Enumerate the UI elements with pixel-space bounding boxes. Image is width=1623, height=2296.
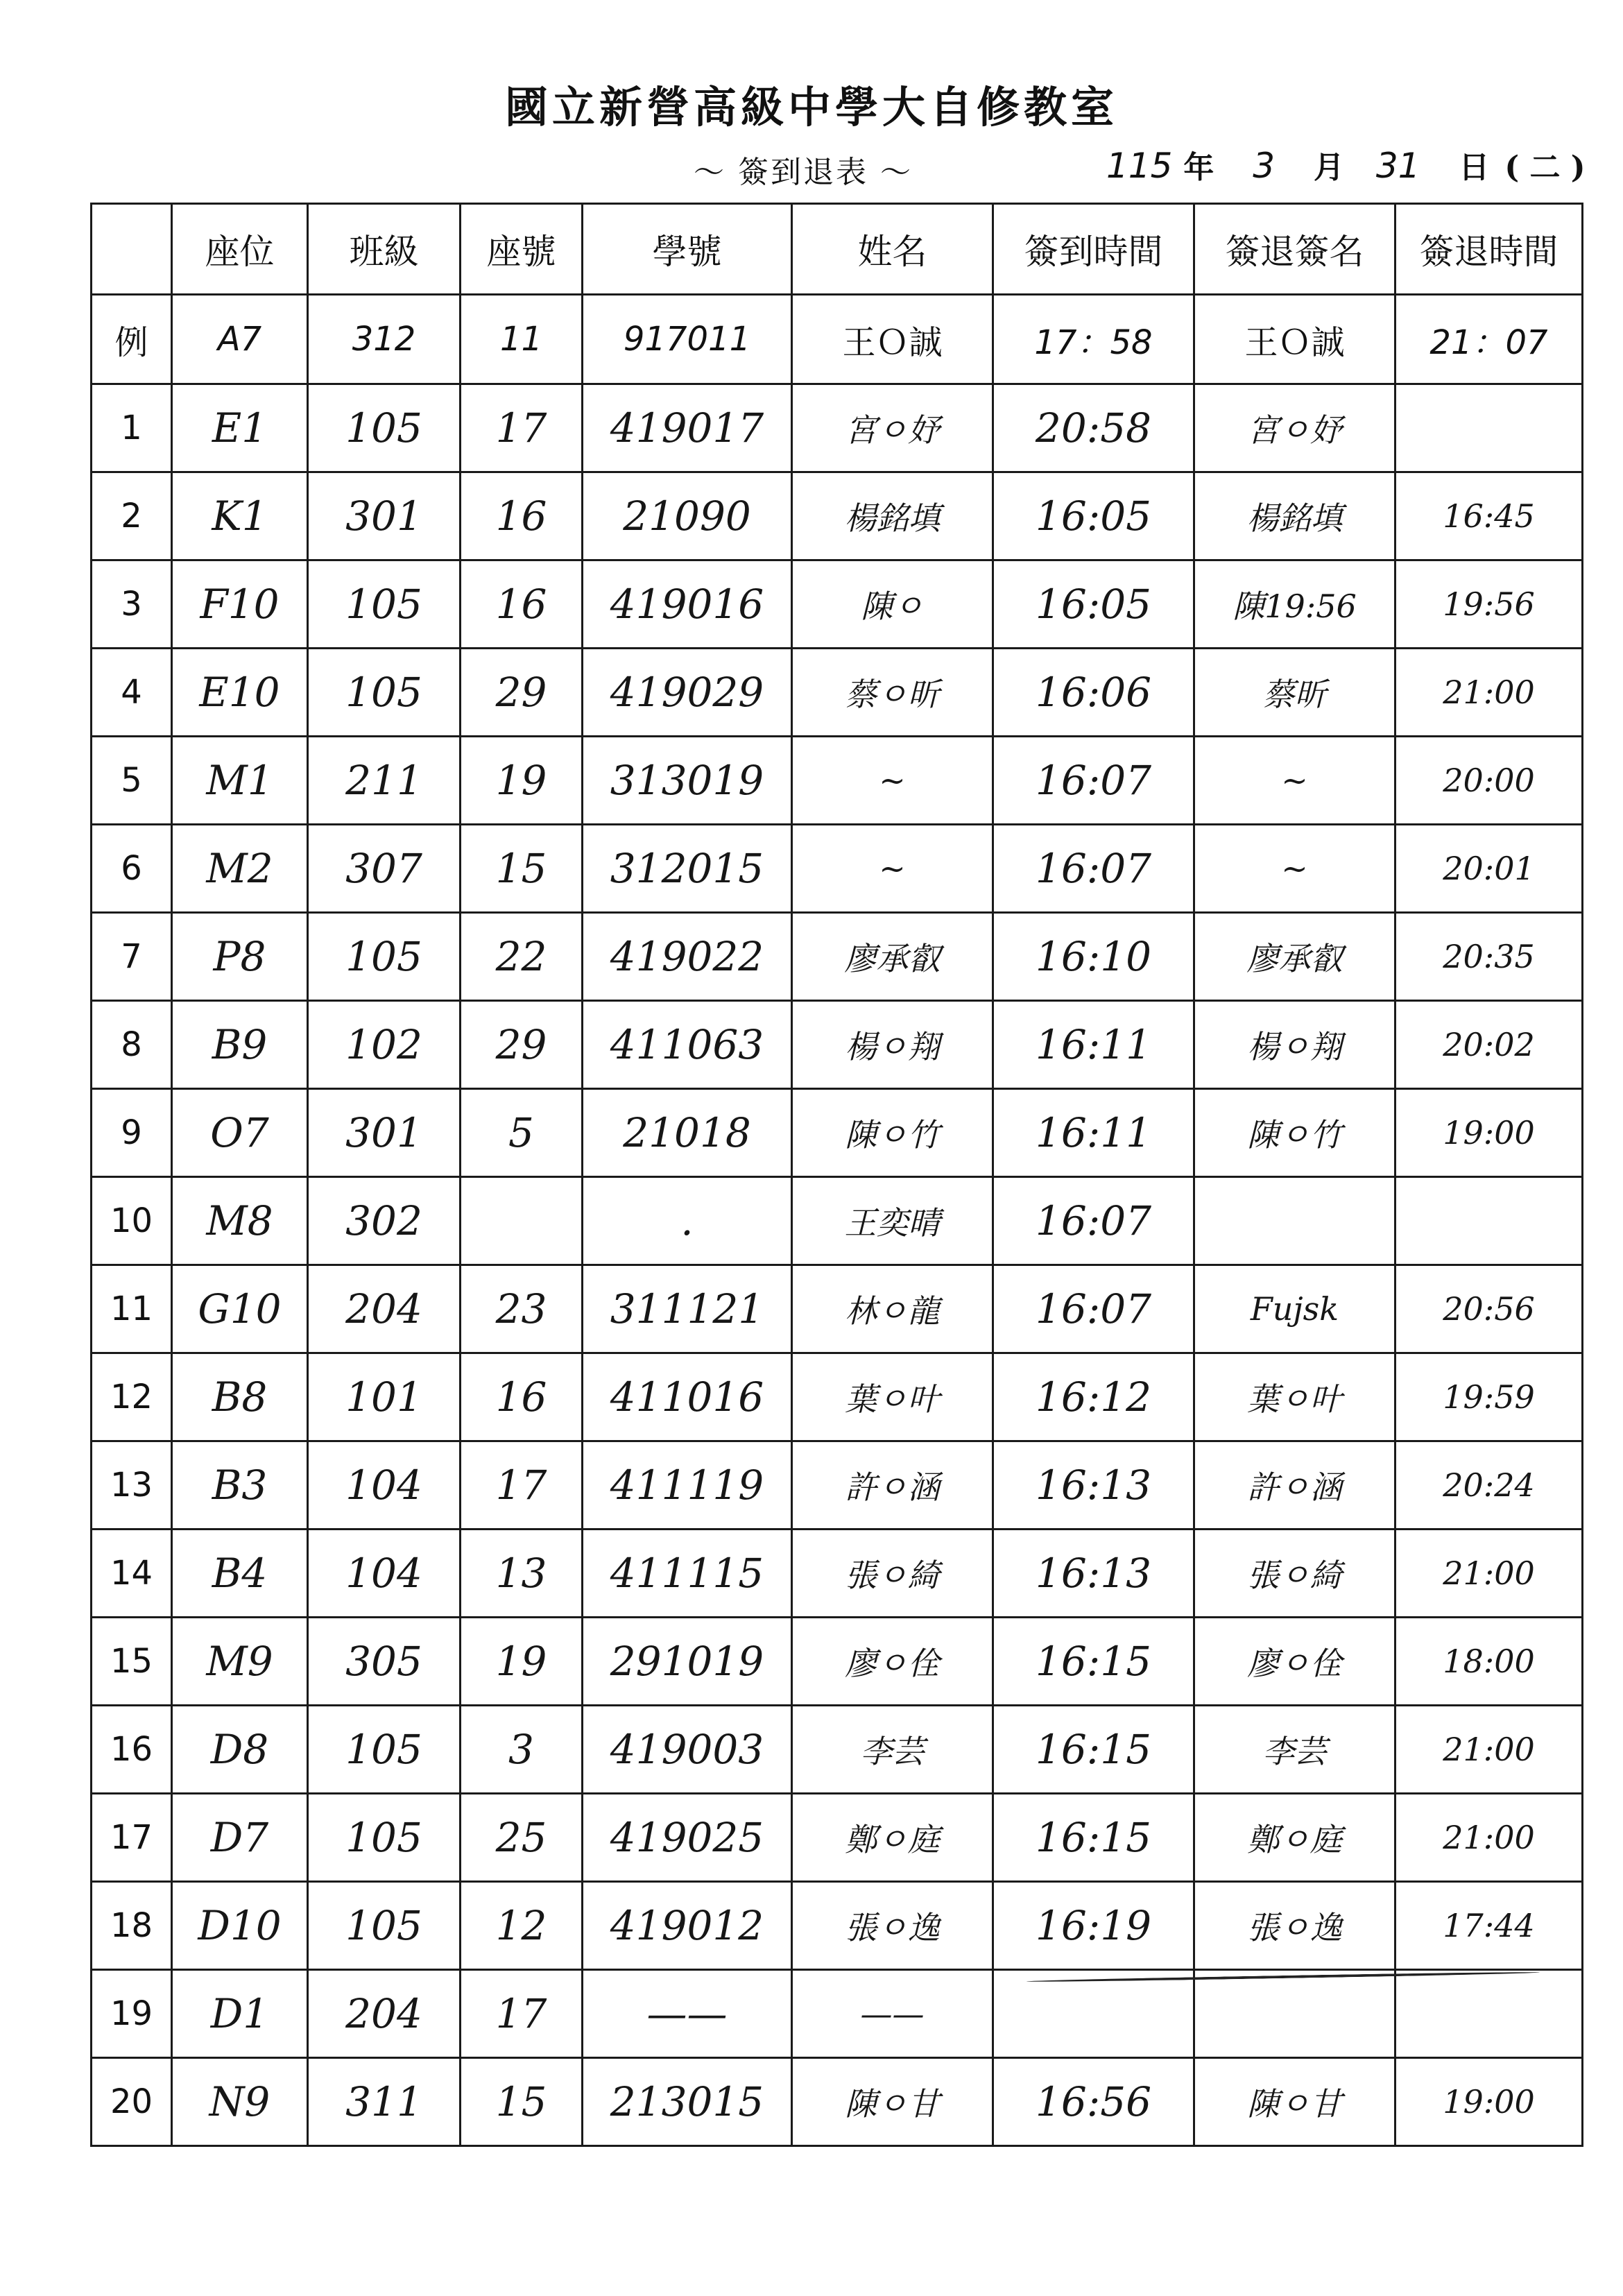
date-line bbox=[1106, 142, 1586, 187]
sign-in-time-cell: 16:15 bbox=[993, 1794, 1194, 1882]
student-id-cell: 419017 bbox=[583, 384, 792, 472]
student-id-cell: 411016 bbox=[583, 1353, 792, 1441]
sign-out-time-cell: 21:00 bbox=[1396, 1530, 1583, 1618]
row-number: 18 bbox=[92, 1882, 172, 1970]
seat-no-cell: 15 bbox=[461, 2058, 583, 2146]
name-cell: 鄭ㅇ庭 bbox=[792, 1794, 993, 1882]
class-cell: 204 bbox=[308, 1265, 461, 1353]
table-row bbox=[92, 1618, 1583, 1706]
seat-no-cell: 29 bbox=[461, 1001, 583, 1089]
col-header-student-id: 學號 bbox=[583, 204, 792, 295]
student-id-cell: 411063 bbox=[583, 1001, 792, 1089]
seat-no-cell: 17 bbox=[461, 384, 583, 472]
example-class: 312 bbox=[308, 295, 461, 384]
table-row bbox=[92, 737, 1583, 825]
student-id-cell: 21090 bbox=[583, 472, 792, 560]
table-row bbox=[92, 1353, 1583, 1441]
seat-no-cell: 29 bbox=[461, 649, 583, 737]
seat-cell: M2 bbox=[172, 825, 308, 913]
sign-in-time-cell: 16:13 bbox=[993, 1441, 1194, 1530]
sign-in-time-cell: 20:58 bbox=[993, 384, 1194, 472]
class-cell: 305 bbox=[308, 1618, 461, 1706]
seat-cell: B9 bbox=[172, 1001, 308, 1089]
class-cell: 211 bbox=[308, 737, 461, 825]
student-id-cell: 419029 bbox=[583, 649, 792, 737]
name-cell: 廖承叡 bbox=[792, 913, 993, 1001]
seat-no-cell: 16 bbox=[461, 472, 583, 560]
row-number: 19 bbox=[92, 1970, 172, 2058]
sign-in-time-cell bbox=[993, 1970, 1194, 2058]
name-cell: 許ㅇ涵 bbox=[792, 1441, 993, 1530]
name-cell: 葉ㅇ叶 bbox=[792, 1353, 993, 1441]
seat-cell: B3 bbox=[172, 1441, 308, 1530]
date-year: 115 bbox=[1106, 146, 1173, 186]
seat-cell: M8 bbox=[172, 1177, 308, 1265]
name-cell: 王奕晴 bbox=[792, 1177, 993, 1265]
page-subtitle: ～ 簽到退表 ～ bbox=[694, 155, 913, 190]
seat-cell: M1 bbox=[172, 737, 308, 825]
class-cell: 105 bbox=[308, 1794, 461, 1882]
table-row bbox=[92, 1441, 1583, 1530]
sign-in-table bbox=[90, 203, 1583, 2147]
name-cell: 宮ㅇ妤 bbox=[792, 384, 993, 472]
sign-out-time-cell: 21:00 bbox=[1396, 1794, 1583, 1882]
student-id-cell: 419003 bbox=[583, 1706, 792, 1794]
table-row bbox=[92, 649, 1583, 737]
example-sign-in: 17：58 bbox=[993, 295, 1194, 384]
sign-out-time-cell: 20:01 bbox=[1396, 825, 1583, 913]
example-seat: A7 bbox=[172, 295, 308, 384]
class-cell: 311 bbox=[308, 2058, 461, 2146]
seat-cell: P8 bbox=[172, 913, 308, 1001]
header-row bbox=[92, 204, 1583, 295]
student-id-cell: 419022 bbox=[583, 913, 792, 1001]
table-row bbox=[92, 1882, 1583, 1970]
sign-in-time-cell: 16:07 bbox=[993, 1265, 1194, 1353]
sign-out-time-cell: 18:00 bbox=[1396, 1618, 1583, 1706]
sign-out-name-cell bbox=[1194, 1177, 1396, 1265]
row-number: 1 bbox=[92, 384, 172, 472]
sign-in-time-cell: 16:13 bbox=[993, 1530, 1194, 1618]
date-month-unit: 月 bbox=[1313, 150, 1344, 185]
date-month: 3 bbox=[1253, 146, 1276, 186]
sign-in-time-cell: 16:07 bbox=[993, 737, 1194, 825]
class-cell: 204 bbox=[308, 1970, 461, 2058]
seat-no-cell: 17 bbox=[461, 1441, 583, 1530]
table-row bbox=[92, 913, 1583, 1001]
seat-cell: K1 bbox=[172, 472, 308, 560]
row-number: 11 bbox=[92, 1265, 172, 1353]
table-row bbox=[92, 1530, 1583, 1618]
sign-in-time-cell: 16:10 bbox=[993, 913, 1194, 1001]
sign-out-time-cell: 20:00 bbox=[1396, 737, 1583, 825]
sign-out-name-cell: 許ㅇ涵 bbox=[1194, 1441, 1396, 1530]
example-name: 王Ｏ誠 bbox=[792, 295, 993, 384]
row-number: 17 bbox=[92, 1794, 172, 1882]
seat-cell: D1 bbox=[172, 1970, 308, 2058]
student-id-cell: 419012 bbox=[583, 1882, 792, 1970]
row-number: 13 bbox=[92, 1441, 172, 1530]
col-header-sign-in-time: 簽到時間 bbox=[993, 204, 1194, 295]
sign-out-name-cell: 張ㅇ綺 bbox=[1194, 1530, 1396, 1618]
col-header-class: 班級 bbox=[308, 204, 461, 295]
class-cell: 302 bbox=[308, 1177, 461, 1265]
class-cell: 104 bbox=[308, 1530, 461, 1618]
sign-out-time-cell: 16:45 bbox=[1396, 472, 1583, 560]
col-header-name: 姓名 bbox=[792, 204, 993, 295]
name-cell: 陳ㅇ甘 bbox=[792, 2058, 993, 2146]
seat-cell: G10 bbox=[172, 1265, 308, 1353]
name-cell: ~ bbox=[792, 825, 993, 913]
name-cell: 廖ㅇ佺 bbox=[792, 1618, 993, 1706]
table-row bbox=[92, 560, 1583, 649]
seat-no-cell: 19 bbox=[461, 737, 583, 825]
sign-out-name-cell: 葉ㅇ叶 bbox=[1194, 1353, 1396, 1441]
student-id-cell: 312015 bbox=[583, 825, 792, 913]
sign-in-time-cell: 16:05 bbox=[993, 472, 1194, 560]
table-row bbox=[92, 1794, 1583, 1882]
name-cell: 林ㅇ龍 bbox=[792, 1265, 993, 1353]
date-year-unit: 年 bbox=[1183, 150, 1214, 185]
row-number: 9 bbox=[92, 1089, 172, 1177]
class-cell: 105 bbox=[308, 1882, 461, 1970]
sign-out-name-cell: 張ㅇ逸 bbox=[1194, 1882, 1396, 1970]
seat-cell: E10 bbox=[172, 649, 308, 737]
sign-out-name-cell: 鄭ㅇ庭 bbox=[1194, 1794, 1396, 1882]
sign-in-time-cell: 16:06 bbox=[993, 649, 1194, 737]
class-cell: 102 bbox=[308, 1001, 461, 1089]
table-row bbox=[92, 384, 1583, 472]
name-cell: 李芸 bbox=[792, 1706, 993, 1794]
seat-cell: E1 bbox=[172, 384, 308, 472]
example-row bbox=[92, 295, 1583, 384]
example-sign-out-name: 王Ｏ誠 bbox=[1194, 295, 1396, 384]
seat-cell: D7 bbox=[172, 1794, 308, 1882]
seat-no-cell bbox=[461, 1177, 583, 1265]
sign-in-time-cell: 16:19 bbox=[993, 1882, 1194, 1970]
sign-in-time-cell: 16:07 bbox=[993, 1177, 1194, 1265]
name-cell: 楊銘填 bbox=[792, 472, 993, 560]
row-number: 12 bbox=[92, 1353, 172, 1441]
seat-no-cell: 3 bbox=[461, 1706, 583, 1794]
table-row bbox=[92, 1177, 1583, 1265]
sign-out-name-cell: ~ bbox=[1194, 825, 1396, 913]
date-weekday: ( 二 ) bbox=[1504, 150, 1586, 185]
seat-cell: M9 bbox=[172, 1618, 308, 1706]
sign-out-time-cell: 17:44 bbox=[1396, 1882, 1583, 1970]
example-label: 例 bbox=[92, 295, 172, 384]
seat-cell: N9 bbox=[172, 2058, 308, 2146]
name-cell: —— bbox=[792, 1970, 993, 2058]
seat-no-cell: 5 bbox=[461, 1089, 583, 1177]
example-sign-out-time: 21：07 bbox=[1396, 295, 1583, 384]
name-cell: 陳ㅇ竹 bbox=[792, 1089, 993, 1177]
seat-no-cell: 17 bbox=[461, 1970, 583, 2058]
sign-in-time-cell: 16:15 bbox=[993, 1618, 1194, 1706]
row-number: 4 bbox=[92, 649, 172, 737]
name-cell: 張ㅇ綺 bbox=[792, 1530, 993, 1618]
row-number: 6 bbox=[92, 825, 172, 913]
sign-out-name-cell: 李芸 bbox=[1194, 1706, 1396, 1794]
seat-cell: B8 bbox=[172, 1353, 308, 1441]
sign-out-time-cell: 19:59 bbox=[1396, 1353, 1583, 1441]
sign-in-time-cell: 16:15 bbox=[993, 1706, 1194, 1794]
sign-out-time-cell: 20:56 bbox=[1396, 1265, 1583, 1353]
row-number: 10 bbox=[92, 1177, 172, 1265]
table-row bbox=[92, 1970, 1583, 2058]
date-day-unit: 日 bbox=[1459, 150, 1490, 185]
col-header-sign-out-time: 簽退時間 bbox=[1396, 204, 1583, 295]
class-cell: 307 bbox=[308, 825, 461, 913]
student-id-cell: 411115 bbox=[583, 1530, 792, 1618]
sign-out-name-cell: 宮ㅇ妤 bbox=[1194, 384, 1396, 472]
row-number: 16 bbox=[92, 1706, 172, 1794]
sign-in-time-cell: 16:12 bbox=[993, 1353, 1194, 1441]
row-number: 14 bbox=[92, 1530, 172, 1618]
table-row bbox=[92, 1001, 1583, 1089]
seat-cell: F10 bbox=[172, 560, 308, 649]
sign-out-name-cell: 楊ㅇ翔 bbox=[1194, 1001, 1396, 1089]
seat-no-cell: 22 bbox=[461, 913, 583, 1001]
name-cell: 陳ㅇ bbox=[792, 560, 993, 649]
row-number: 2 bbox=[92, 472, 172, 560]
sign-out-name-cell: 廖承叡 bbox=[1194, 913, 1396, 1001]
sign-out-time-cell: 20:02 bbox=[1396, 1001, 1583, 1089]
sign-in-time-cell: 16:07 bbox=[993, 825, 1194, 913]
student-id-cell: 21018 bbox=[583, 1089, 792, 1177]
class-cell: 105 bbox=[308, 1706, 461, 1794]
seat-no-cell: 23 bbox=[461, 1265, 583, 1353]
seat-no-cell: 19 bbox=[461, 1618, 583, 1706]
table-row bbox=[92, 1706, 1583, 1794]
page-title: 國立新營高級中學大自修教室 bbox=[504, 82, 1118, 132]
sign-out-name-cell: ~ bbox=[1194, 737, 1396, 825]
name-cell: 楊ㅇ翔 bbox=[792, 1001, 993, 1089]
student-id-cell: —— bbox=[583, 1970, 792, 2058]
row-number: 5 bbox=[92, 737, 172, 825]
table-row bbox=[92, 472, 1583, 560]
student-id-cell: 313019 bbox=[583, 737, 792, 825]
class-cell: 101 bbox=[308, 1353, 461, 1441]
student-id-cell: 411119 bbox=[583, 1441, 792, 1530]
sign-out-time-cell: 19:00 bbox=[1396, 1089, 1583, 1177]
col-header-seat-no: 座號 bbox=[461, 204, 583, 295]
example-seat-no: 11 bbox=[461, 295, 583, 384]
sign-out-time-cell bbox=[1396, 1177, 1583, 1265]
name-cell: 蔡ㅇ昕 bbox=[792, 649, 993, 737]
class-cell: 105 bbox=[308, 649, 461, 737]
student-id-cell: 291019 bbox=[583, 1618, 792, 1706]
table-row bbox=[92, 1265, 1583, 1353]
class-cell: 104 bbox=[308, 1441, 461, 1530]
seat-no-cell: 13 bbox=[461, 1530, 583, 1618]
sign-out-time-cell: 19:56 bbox=[1396, 560, 1583, 649]
seat-cell: B4 bbox=[172, 1530, 308, 1618]
sign-out-time-cell: 21:00 bbox=[1396, 1706, 1583, 1794]
sign-out-name-cell: 楊銘填 bbox=[1194, 472, 1396, 560]
seat-no-cell: 15 bbox=[461, 825, 583, 913]
sign-in-time-cell: 16:11 bbox=[993, 1001, 1194, 1089]
sign-out-name-cell: Fujsk bbox=[1194, 1265, 1396, 1353]
name-cell: ~ bbox=[792, 737, 993, 825]
sign-out-time-cell: 21:00 bbox=[1396, 649, 1583, 737]
sign-out-time-cell: 20:24 bbox=[1396, 1441, 1583, 1530]
sign-in-time-cell: 16:05 bbox=[993, 560, 1194, 649]
class-cell: 105 bbox=[308, 384, 461, 472]
sign-out-name-cell: 陳ㅇ竹 bbox=[1194, 1089, 1396, 1177]
sign-out-time-cell bbox=[1396, 1970, 1583, 2058]
row-number: 7 bbox=[92, 913, 172, 1001]
sign-out-name-cell: 廖ㅇ佺 bbox=[1194, 1618, 1396, 1706]
seat-no-cell: 12 bbox=[461, 1882, 583, 1970]
sign-out-time-cell bbox=[1396, 384, 1583, 472]
student-id-cell: 419016 bbox=[583, 560, 792, 649]
row-number: 8 bbox=[92, 1001, 172, 1089]
sign-in-time-cell: 16:56 bbox=[993, 2058, 1194, 2146]
row-number: 3 bbox=[92, 560, 172, 649]
sign-out-name-cell bbox=[1194, 1970, 1396, 2058]
table-row bbox=[92, 825, 1583, 913]
seat-no-cell: 16 bbox=[461, 1353, 583, 1441]
student-id-cell: 213015 bbox=[583, 2058, 792, 2146]
seat-cell: D8 bbox=[172, 1706, 308, 1794]
row-number: 20 bbox=[92, 2058, 172, 2146]
seat-cell: O7 bbox=[172, 1089, 308, 1177]
row-number: 15 bbox=[92, 1618, 172, 1706]
class-cell: 301 bbox=[308, 472, 461, 560]
sign-out-time-cell: 20:35 bbox=[1396, 913, 1583, 1001]
seat-cell: D10 bbox=[172, 1882, 308, 1970]
example-student-id: 917011 bbox=[583, 295, 792, 384]
class-cell: 301 bbox=[308, 1089, 461, 1177]
table-row bbox=[92, 1089, 1583, 1177]
col-header-no bbox=[92, 204, 172, 295]
class-cell: 105 bbox=[308, 913, 461, 1001]
seat-no-cell: 16 bbox=[461, 560, 583, 649]
seat-no-cell: 25 bbox=[461, 1794, 583, 1882]
class-cell: 105 bbox=[308, 560, 461, 649]
student-id-cell: . bbox=[583, 1177, 792, 1265]
sign-out-name-cell: 陳ㅇ甘 bbox=[1194, 2058, 1396, 2146]
sign-out-time-cell: 19:00 bbox=[1396, 2058, 1583, 2146]
sign-in-time-cell: 16:11 bbox=[993, 1089, 1194, 1177]
name-cell: 張ㅇ逸 bbox=[792, 1882, 993, 1970]
sign-out-name-cell: 陳19:56 bbox=[1194, 560, 1396, 649]
table-row bbox=[92, 2058, 1583, 2146]
sign-out-name-cell: 蔡昕 bbox=[1194, 649, 1396, 737]
student-id-cell: 419025 bbox=[583, 1794, 792, 1882]
date-day: 31 bbox=[1375, 146, 1420, 186]
col-header-sign-out-name: 簽退簽名 bbox=[1194, 204, 1396, 295]
student-id-cell: 311121 bbox=[583, 1265, 792, 1353]
col-header-seat: 座位 bbox=[172, 204, 308, 295]
